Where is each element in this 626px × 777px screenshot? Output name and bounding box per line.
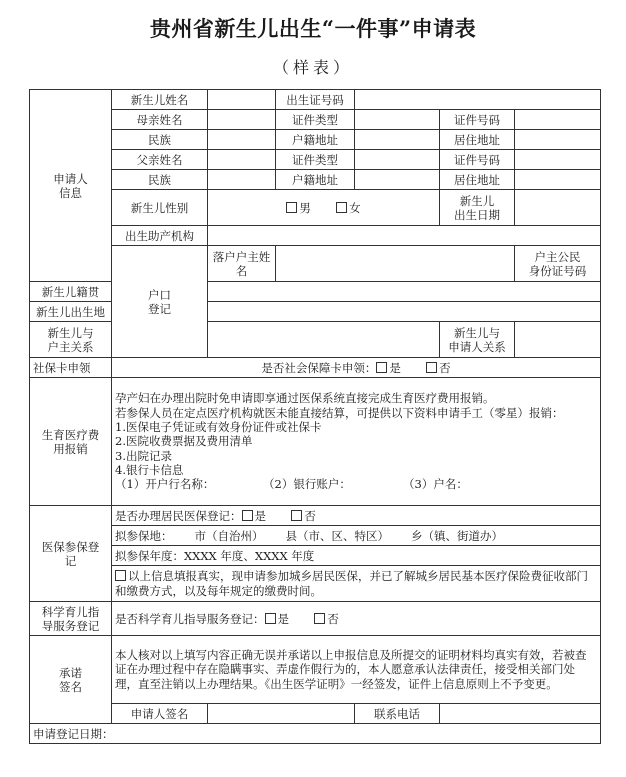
signature-label: 申请人签名 <box>112 704 208 724</box>
registration-date-row: 申请登记日期： <box>30 724 601 744</box>
mother-household-address-label: 户籍地址 <box>276 130 355 150</box>
account-holder-label: （3）户名： <box>403 477 468 492</box>
relation-applicant-label <box>440 322 515 358</box>
gender-male-checkbox[interactable] <box>286 202 297 213</box>
insurance-location-label: 拟参保地： <box>115 528 173 543</box>
social-card-no-checkbox[interactable] <box>426 362 437 373</box>
father-ethnicity-field[interactable] <box>208 170 276 190</box>
section-insurance-label: 医保参保登 记 <box>41 539 100 568</box>
native-place-field[interactable] <box>208 282 601 302</box>
father-id-number-label: 证件号码 <box>440 150 515 170</box>
section-reimbursement <box>30 378 112 506</box>
reimbursement-item-1: 1.医保电子凭证或有效身份证件或社保卡 <box>115 420 322 435</box>
reimbursement-line-2: 若参保人员在定点医疗机构就医未能直接结算，可提供以下资料申请手工（零星）报销： <box>115 405 564 420</box>
father-household-address-field[interactable] <box>355 170 440 190</box>
social-card-question: 是否社会保障卡申领： <box>261 360 377 375</box>
mother-household-address-field[interactable] <box>355 130 440 150</box>
insurance-confirm-text: 以上信息填报真实，现申请参加城乡居民医保，并已了解城乡居民基本医疗保险费征收部门和缴费方式，以及每年规定的缴费时间。 <box>115 569 588 598</box>
mother-residence-address-label: 居住地址 <box>440 130 515 150</box>
mother-id-type-field[interactable] <box>355 110 440 130</box>
householder-id-text: 户主公民 身份证号码 <box>528 249 587 278</box>
newborn-name-label: 新生儿姓名 <box>112 90 208 110</box>
mother-residence-address-field[interactable] <box>515 130 601 150</box>
insurance-question: 是否办理居民医保登记： <box>115 508 242 523</box>
birth-place-field[interactable] <box>208 302 601 322</box>
parenting-no-checkbox[interactable] <box>314 613 325 624</box>
birth-cert-no-label: 出生证号码 <box>276 90 355 110</box>
insurance-year-row: 拟参保年度：XXXX 年度、XXXX 年度 <box>112 546 601 566</box>
mother-ethnicity-label: 民族 <box>112 130 208 150</box>
newborn-gender-label: 新生儿性别 <box>112 190 208 226</box>
phone-label: 联系电话 <box>355 704 440 724</box>
gender-male-label: 男 <box>299 200 311 215</box>
insurance-location-row <box>112 526 601 546</box>
section-social-card: 社保卡申领 <box>30 358 112 378</box>
father-id-type-field[interactable] <box>355 150 440 170</box>
householder-name-field[interactable] <box>276 246 515 282</box>
father-name-label: 父亲姓名 <box>112 150 208 170</box>
relation-householder-text: 新生儿与 户主关系 <box>47 325 94 354</box>
birth-place-label: 新生儿出生地 <box>30 302 112 322</box>
reimbursement-content <box>112 378 601 506</box>
father-residence-address-label: 居住地址 <box>440 170 515 190</box>
birth-institution-label: 出生助产机构 <box>112 226 208 246</box>
relation-applicant-text: 新生儿与 申请人关系 <box>448 325 506 354</box>
social-card-row <box>112 358 601 378</box>
mother-name-field[interactable] <box>208 110 276 130</box>
native-place-label: 新生儿籍贯 <box>30 282 112 302</box>
parenting-yes-label: 是 <box>277 611 289 626</box>
social-card-yes-checkbox[interactable] <box>376 362 387 373</box>
father-name-field[interactable] <box>208 150 276 170</box>
mother-ethnicity-field[interactable] <box>208 130 276 150</box>
insurance-township-label: 乡（镇、街道办） <box>411 528 503 543</box>
section-applicant-label: 申请人 信息 <box>53 171 88 200</box>
form-subtitle: （样表） <box>272 58 353 77</box>
reimbursement-line-1: 孕产妇在办理出院时免申请即享通过医保系统直接完成生育医疗费用报销。 <box>115 391 495 406</box>
father-ethnicity-label: 民族 <box>112 170 208 190</box>
section-hukou <box>112 246 208 358</box>
gender-female-checkbox[interactable] <box>336 202 347 213</box>
relation-applicant-field[interactable] <box>515 322 601 358</box>
reimbursement-item-2: 2.医院收费票据及费用清单 <box>115 434 253 449</box>
bank-account-label: （2）银行账户： <box>263 477 351 492</box>
section-parenting <box>30 602 112 636</box>
section-hukou-label: 户口 登记 <box>148 287 171 316</box>
social-card-no-label: 否 <box>439 360 451 375</box>
insurance-confirm-row <box>112 566 601 602</box>
reimbursement-item-3: 3.出院记录 <box>115 448 172 463</box>
parenting-yes-checkbox[interactable] <box>265 613 276 624</box>
newborn-name-field[interactable] <box>208 90 276 110</box>
newborn-birth-date-field[interactable] <box>515 190 601 226</box>
gender-female-label: 女 <box>349 200 361 215</box>
application-form-table <box>29 89 601 744</box>
mother-id-number-field[interactable] <box>515 110 601 130</box>
signature-field[interactable] <box>208 704 355 724</box>
newborn-gender-options <box>208 190 440 226</box>
parenting-row <box>112 602 601 636</box>
parenting-question: 是否科学育儿指导服务登记： <box>115 611 265 626</box>
section-promise-label: 承诺 签名 <box>59 665 82 694</box>
relation-householder-field[interactable] <box>208 322 440 358</box>
mother-name-label: 母亲姓名 <box>112 110 208 130</box>
insurance-city-label: 市（自治州） <box>194 528 264 543</box>
promise-text: 本人核对以上填写内容正确无误并承诺以上申报信息及所提交的证明材料均真实有效，若被查证在办理过程中存在隐瞒事实、弄虚作假行为的，本人愿意承认法律责任，接受相关部门处理，直至注销以上办理结果。《出生医学证明》一经签发，证件上信息原则上不予变更。 <box>112 636 601 704</box>
insurance-yes-checkbox[interactable] <box>242 510 253 521</box>
mother-id-number-label: 证件号码 <box>440 110 515 130</box>
form-title: 贵州省新生儿出生“一件事”申请表 <box>149 16 477 41</box>
insurance-question-row <box>112 506 601 526</box>
newborn-birth-date-label <box>440 190 515 226</box>
father-id-type-label: 证件类型 <box>276 150 355 170</box>
section-reimbursement-label: 生育医疗费 用报销 <box>41 427 100 456</box>
birth-institution-field[interactable] <box>208 226 601 246</box>
mother-id-type-label: 证件类型 <box>276 110 355 130</box>
phone-field[interactable] <box>440 704 601 724</box>
parenting-no-label: 否 <box>327 611 339 626</box>
householder-name-label: 落户户主姓名 <box>208 246 276 282</box>
reimbursement-item-4: 4.银行卡信息 <box>115 462 184 477</box>
bank-name-label: （1）开户行名称： <box>115 477 215 492</box>
insurance-no-label: 否 <box>304 508 316 523</box>
birth-cert-no-field[interactable] <box>355 90 601 110</box>
insurance-yes-label: 是 <box>254 508 266 523</box>
social-card-yes-label: 是 <box>389 360 401 375</box>
father-id-number-field[interactable] <box>515 150 601 170</box>
insurance-confirm-checkbox[interactable] <box>115 570 126 581</box>
insurance-county-label: 县（市、区、特区） <box>285 528 389 543</box>
section-parenting-label: 科学育儿指 导服务登记 <box>41 604 100 633</box>
reimbursement-bank-line <box>115 477 597 491</box>
insurance-no-checkbox[interactable] <box>291 510 302 521</box>
newborn-birth-date-text: 新生儿 出生日期 <box>454 193 500 222</box>
householder-id-label <box>515 246 601 282</box>
father-residence-address-field[interactable] <box>515 170 601 190</box>
section-applicant-info <box>30 90 112 282</box>
relation-householder-label <box>30 322 112 358</box>
section-promise <box>30 636 112 724</box>
father-household-address-label: 户籍地址 <box>276 170 355 190</box>
section-insurance <box>30 506 112 602</box>
